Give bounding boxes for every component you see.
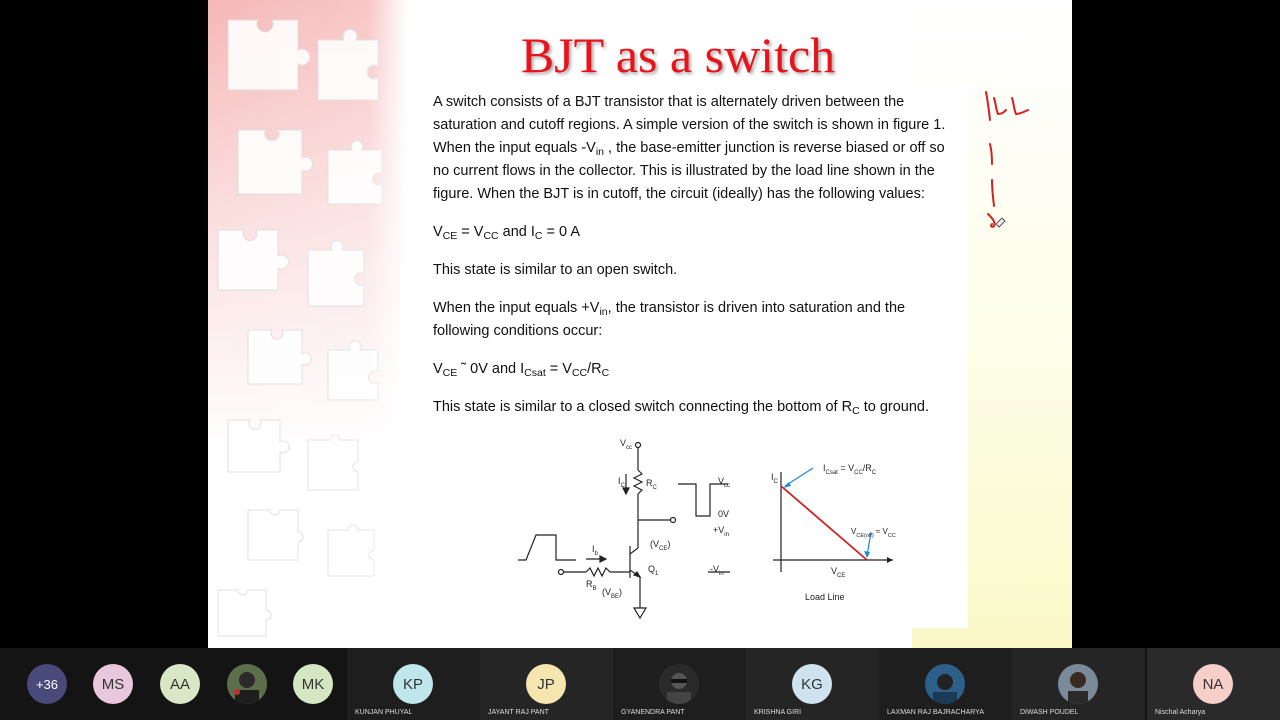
intro-paragraph [433,91,963,206]
participant-tile-laxman[interactable] [879,648,1012,720]
circuit-vin-plus: $+V_{in}$ [713,525,729,538]
cutoff-equation: $V_{CE} = V_{CC}$ and $I_C = 0$ A [433,224,581,242]
participant-tile-kunjan[interactable] [347,648,480,720]
participant-photo-laxman [925,664,965,704]
participant-bubble-photo[interactable] [227,664,267,704]
circuit-rb: $R_B$ [586,579,597,592]
intro-line-2: saturation and cutoff regions. A simple version of the switch is shown in figure 1. [433,117,946,133]
circuit-ib: $I_b$ [592,544,598,557]
participant-photo-icon [1058,664,1098,704]
intro-line-1: A switch consists of a BJT transistor that is alternately driven between the [433,94,905,110]
letterbox-left [0,0,208,648]
participant-tile-nischal[interactable] [1147,648,1280,720]
participant-photo-icon [227,664,267,704]
participant-avatar-kp: KP [393,664,433,704]
participant-photo-diwash [1058,664,1098,704]
load-line-red [781,486,867,560]
load-line-caption: Load Line [805,592,845,602]
participant-name: LAXMAN RAJ BAJRACHARYA [887,709,984,716]
puzzle-background [208,0,408,648]
participants-bar [0,648,1280,720]
participant-tile-gyanendra[interactable] [613,648,746,720]
presentation-slide [208,0,1072,648]
saturation-equation: $V_{CE}$ ˜ 0V and $I_{Csat} = V_{CC}/R_C$ [433,361,610,379]
participant-name: JAYANT RAJ PANT [488,709,549,716]
intro-line-4: no current flows in the collector. This is illustrated by the load line shown in the [433,163,935,179]
participant-avatar-jp: JP [526,664,566,704]
circuit-vce: $(V_{CE})$ [650,539,671,552]
slide-title: BJT as a switch [520,27,836,83]
circuit-vin-minus: $-V_{in}$ [710,564,724,577]
participant-name: Nischal Acharya [1155,709,1206,716]
saturation-line-1: When the input equals $+V_{in}$, the transistor is driven into saturation and the [433,300,906,318]
closed-switch-text: This state is similar to a closed switch connecting the bottom of $R_C$ to ground. [433,399,929,417]
participant-name: KUNJAN PHUYAL [355,709,413,716]
participant-name: KRISHNA GIRI [754,709,802,716]
participant-bubble-mk[interactable]: MK [293,664,333,704]
circuit-q1: $Q_1$ [648,564,659,577]
handwritten-annotation [984,84,1044,234]
intro-line-3: When the input equals $-V_{in}$ , the base-emitter junction is reverse biased or off so [433,140,945,158]
participant-bubble-aa[interactable]: AA [160,664,200,704]
saturation-paragraph [433,297,963,343]
open-switch-text: This state is similar to an open switch. [433,262,678,278]
saturation-line-2: following conditions occur: [433,323,603,339]
participant-tile-jayant[interactable] [480,648,613,720]
participant-photo-gyanendra [659,664,699,704]
participant-name: DIWASH POUDEL [1020,709,1079,716]
participant-photo-icon [659,664,699,704]
circuit-rc: $R_C$ [646,478,657,491]
participant-tile-krishna[interactable] [746,648,879,720]
participant-tile-diwash[interactable] [1012,648,1145,720]
more-participants-button[interactable]: +36 [27,664,67,704]
participant-name: GYANENDRA PANT [621,709,685,716]
load-line-vce-off: $V_{CE(off)} \approx V_{CC}$ [851,527,896,539]
participant-avatar-na: NA [1193,664,1233,704]
switch-circuit-diagram [498,432,758,627]
participant-bubble-ms[interactable]: MS [93,664,133,704]
circuit-ic: $I_C$ [618,476,625,489]
circuit-vcc-top: $V_{cc}$ [620,438,633,451]
circuit-zero-v: 0V [718,509,730,519]
participant-photo-icon [925,664,965,704]
load-line-ic: $I_C$ [771,472,778,485]
letterbox-right [1072,0,1280,648]
intro-line-5: figure. When the BJT is in cutoff, the circuit (ideally) has the following values: [433,186,925,202]
load-line-graph [763,452,918,612]
load-line-icsat: $I_{Csat} = V_{CC}/R_C$ [823,463,877,476]
participant-avatar-kg: KG [792,664,832,704]
load-line-vce-axis: $V_{CE}$ [831,566,846,579]
circuit-vbe: $(V_{BE})$ [602,587,623,600]
circuit-vcc-out: $V_{cc}$ [718,476,731,489]
